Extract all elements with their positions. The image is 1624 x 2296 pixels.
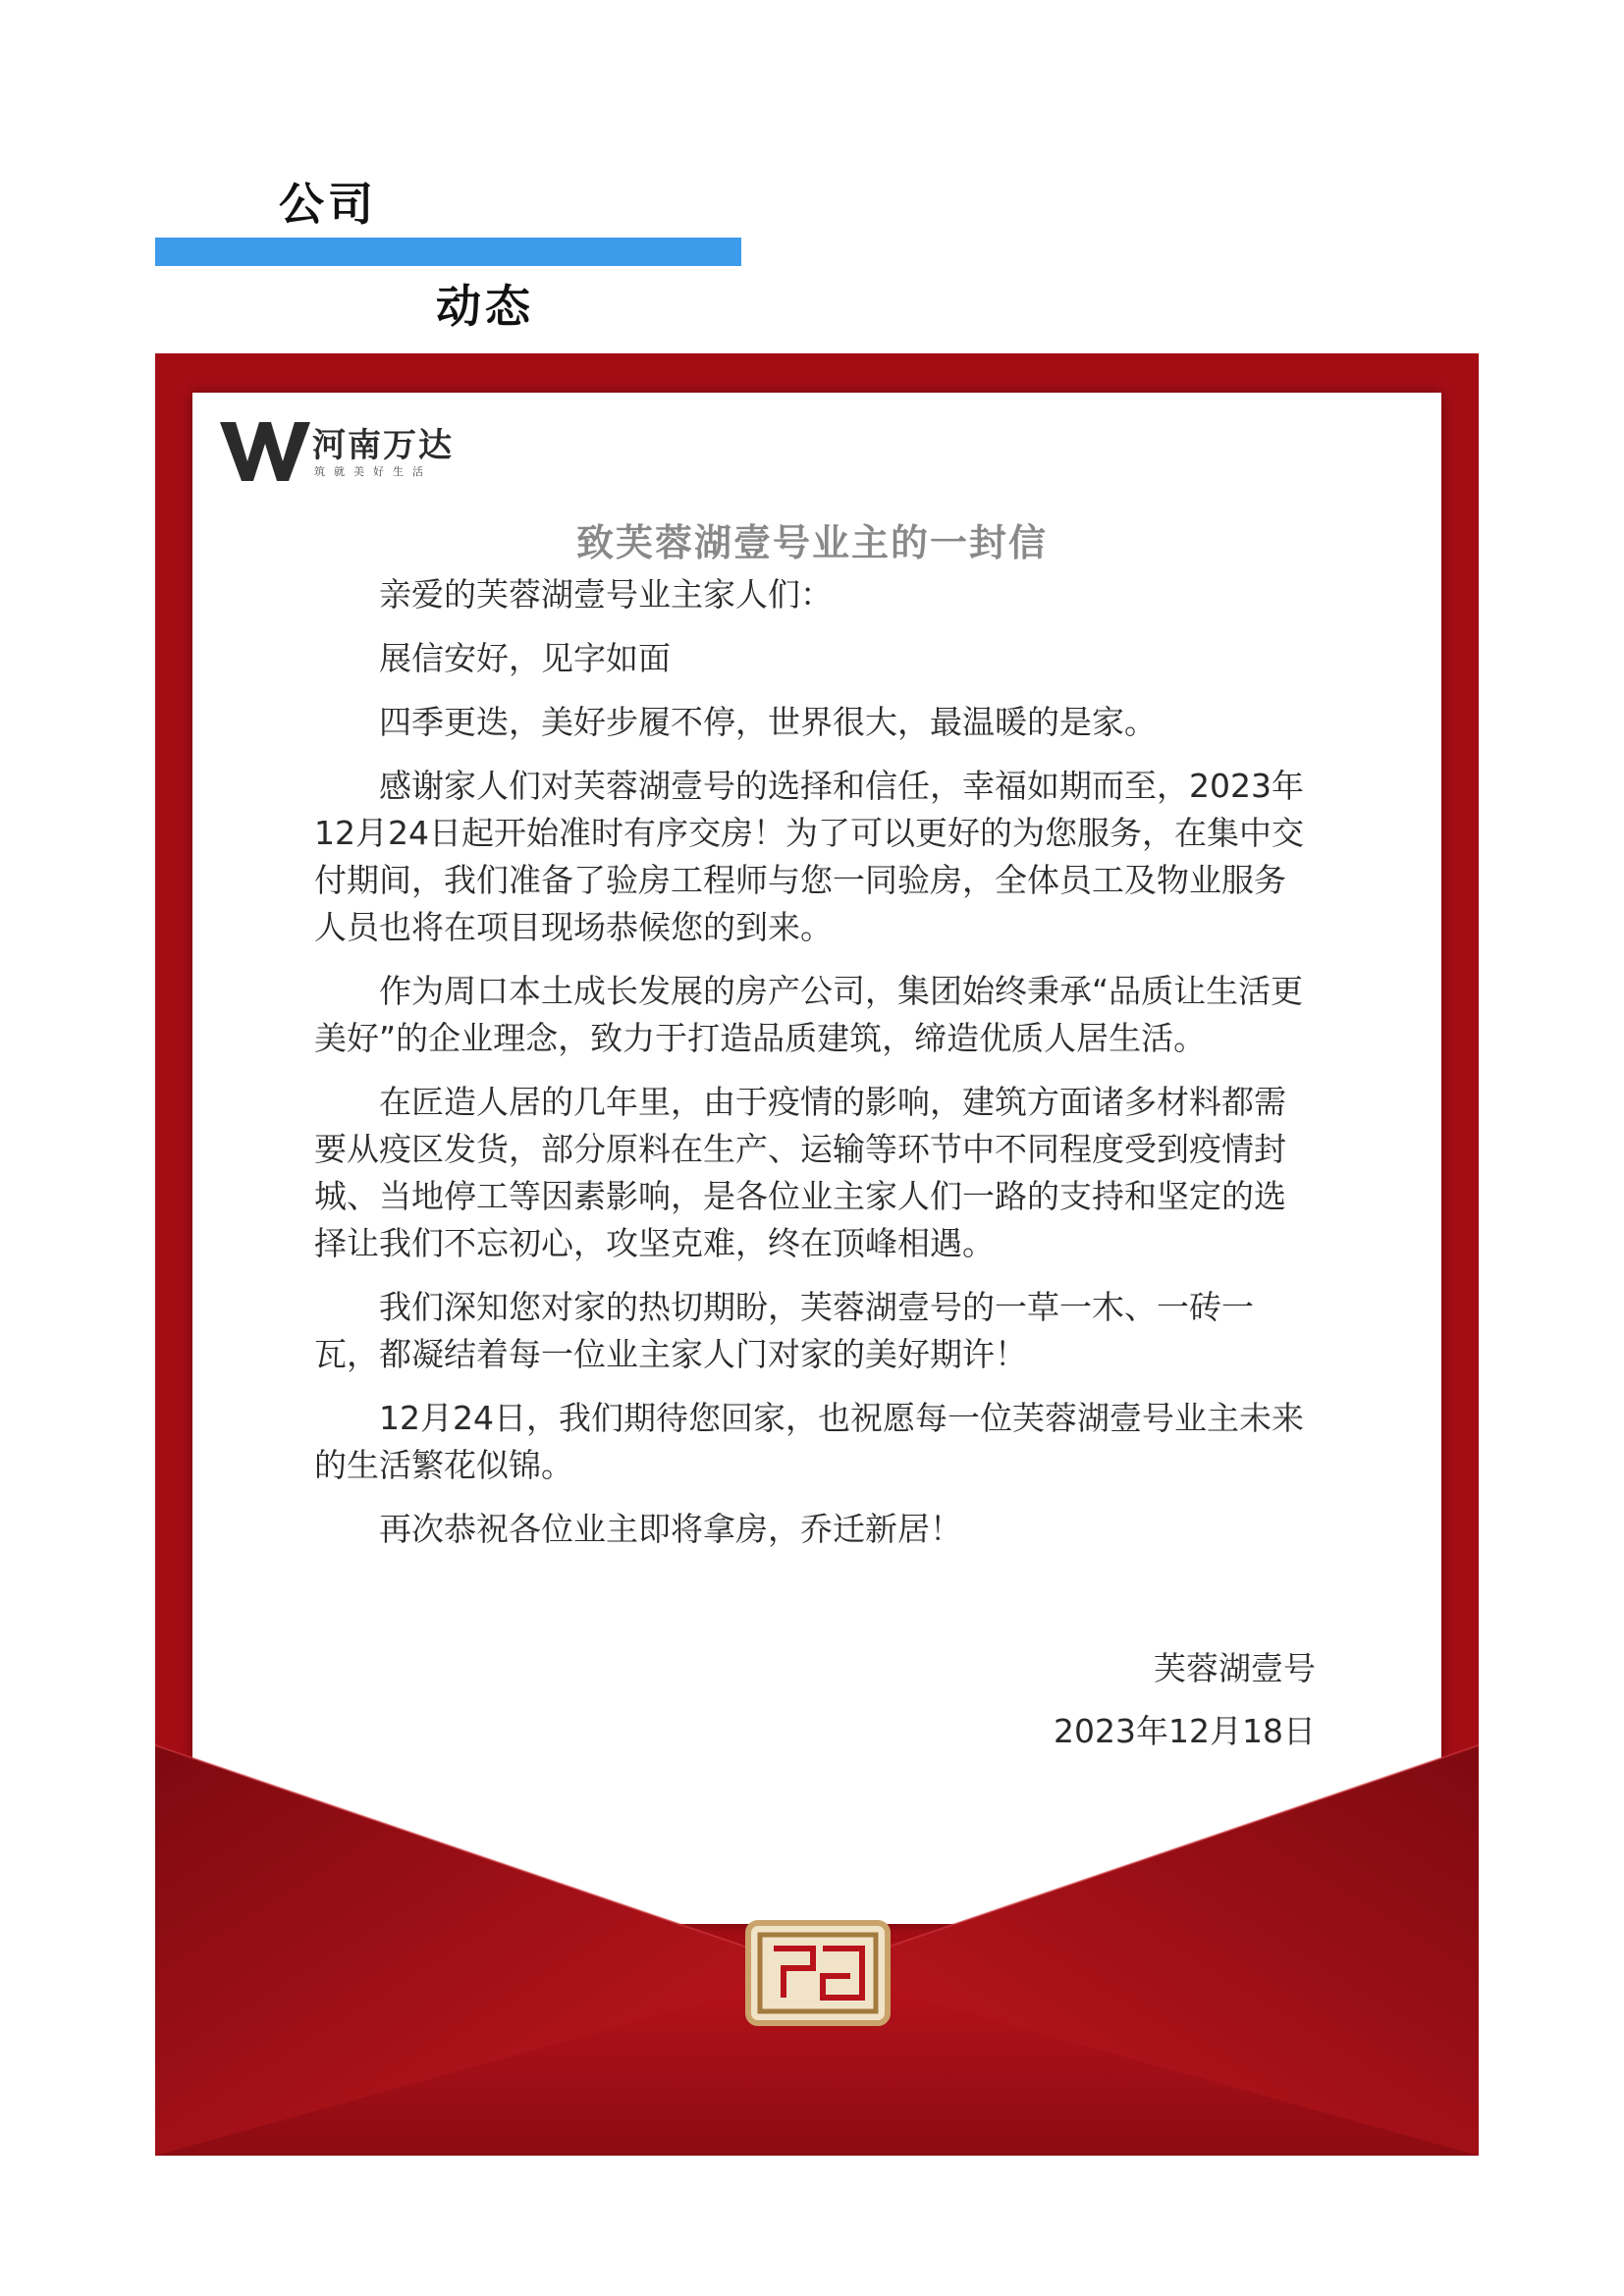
letter-paragraph: 感谢家人们对芙蓉湖壹号的选择和信任，幸福如期而至，2023年12月24日起开始准时有序交房！为了可以更好的为您服务，在集中交付期间，我们准备了验房工程师与您一同验房，全体员工及物业服务人员也将在项目现场恭候您的到来。 [314,767,1304,946]
letter-date: 2023年12月18日 [1054,1712,1316,1750]
letter-signoff [1054,1637,1316,1763]
heading-accent-bar [155,238,741,266]
section-heading-line1: 公司 [279,178,377,231]
brand-name: 河南万达 [312,426,454,465]
letter-paragraph: 在匠造人居的几年里，由于疫情的影响，建筑方面诸多材料都需要从疫区发货，部分原料在生产、运输等环节中不同程度受到疫情封城、当地停工等因素影响，是各位业主家人们一路的支持和坚定的选择让我们不忘初心，攻坚克难，终在顶峰相遇。 [314,1083,1286,1262]
letter-title: 致芙蓉湖壹号业主的一封信 [575,521,1048,564]
brand-slogan: 筑就美好生活 [314,465,432,478]
wax-seal-icon [744,1919,892,2027]
letter-paragraph: 四季更迭，美好步履不停，世界很大，最温暖的是家。 [379,703,1157,741]
section-heading-line2: 动态 [436,280,534,333]
letter-paragraph: 12月24日，我们期待您回家，也祝愿每一位芙蓉湖壹号业主未来的生活繁花似锦。 [314,1399,1304,1484]
letter-paragraph: 我们深知您对家的热切期盼，芙蓉湖壹号的一草一木、一砖一瓦，都凝结着每一位业主家人门对家的美好期许！ [314,1288,1254,1373]
letter-paragraph: 作为周口本土成长发展的房产公司，集团始终秉承“品质让生活更美好”的企业理念，致力于打造品质建筑，缔造优质人居生活。 [314,972,1304,1057]
letter-body [314,571,1316,1570]
letter-paragraph: 再次恭祝各位业主即将拿房，乔迁新居！ [379,1510,962,1548]
letter-paragraph: 展信安好，见字如面 [379,639,671,677]
letter-signature: 芙蓉湖壹号 [1154,1649,1316,1687]
letter-salutation: 亲爱的芙蓉湖壹号业主家人们： [379,575,833,614]
